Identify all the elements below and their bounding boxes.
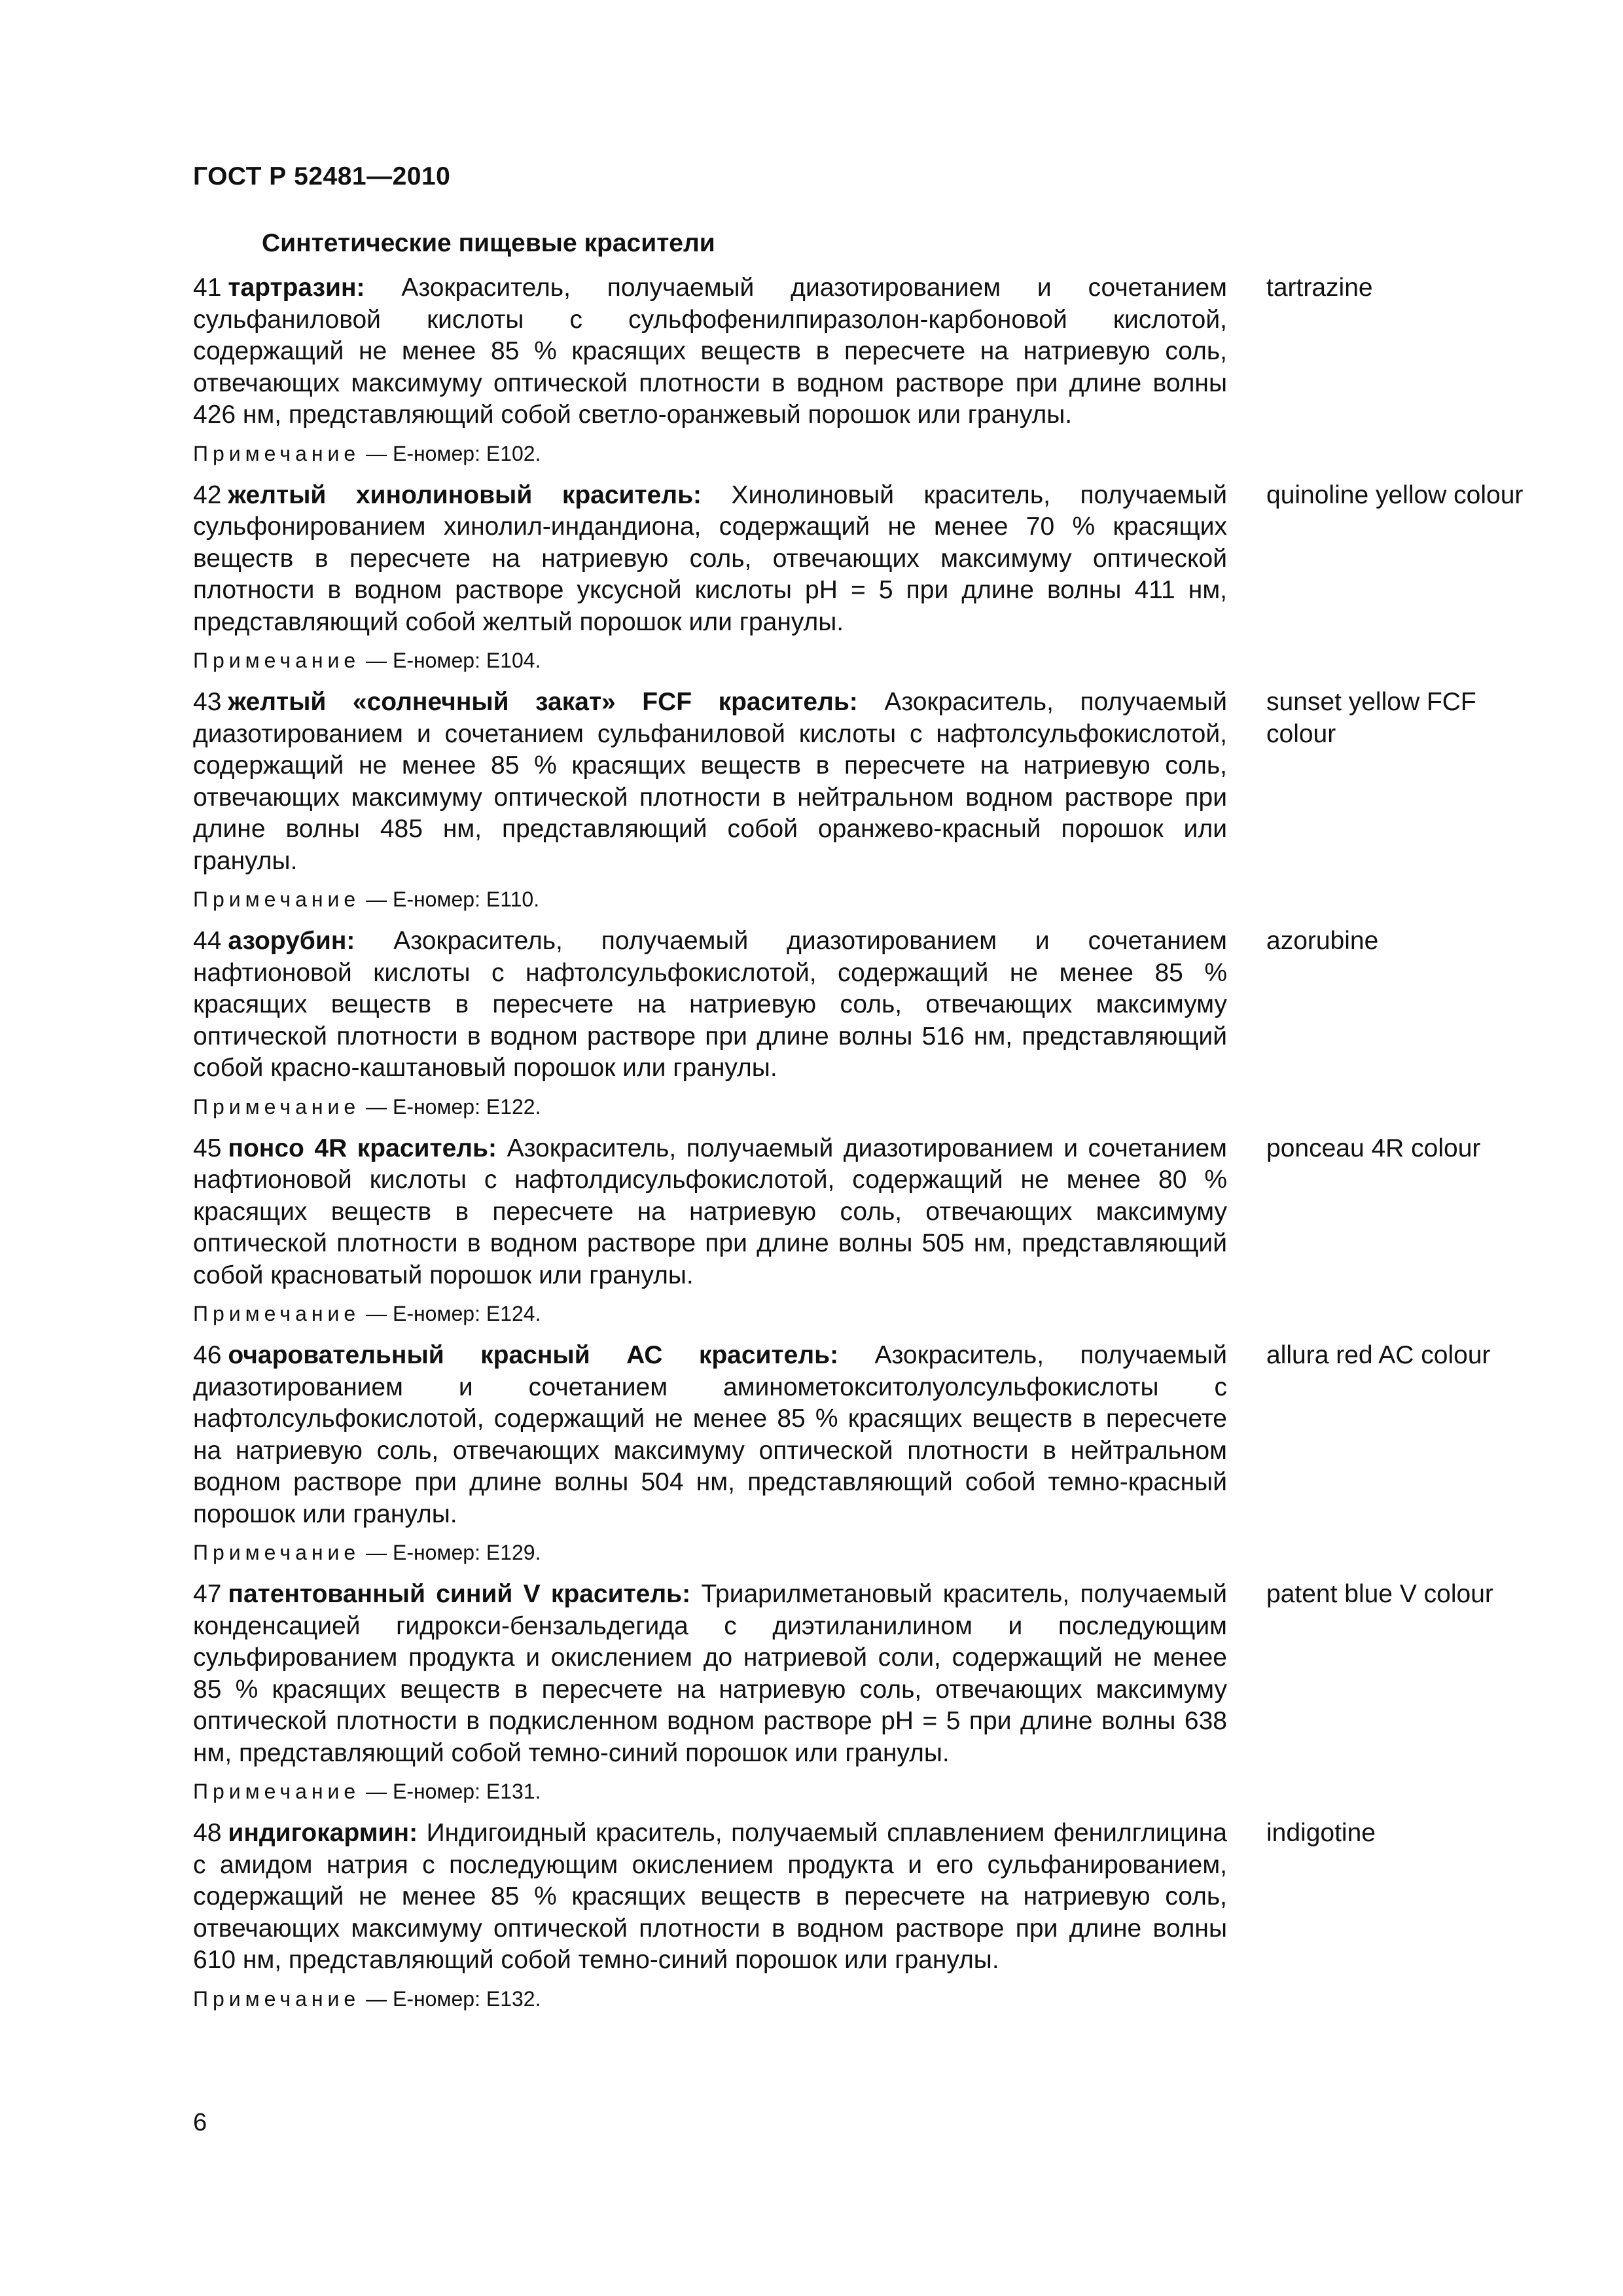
page-number: 6 (193, 2109, 207, 2136)
english-equivalent: tartrazine (1266, 274, 1373, 302)
note (193, 1986, 1528, 2012)
note-text: Е-номер: Е104. (393, 649, 541, 672)
note-label: Примечание (193, 1780, 361, 1803)
term-entry (193, 272, 1528, 467)
term-definition (193, 1579, 1227, 1769)
note-label: Примечание (193, 1302, 361, 1325)
term-number: 41 (193, 274, 222, 302)
term-entry (193, 1133, 1528, 1327)
note (193, 1094, 1528, 1120)
note-separator: — (360, 888, 393, 911)
note-label: Примечание (193, 888, 361, 911)
term-number: 44 (193, 927, 222, 955)
term-definition (193, 1340, 1227, 1530)
term-name: патентованный синий V краситель: (228, 1580, 691, 1608)
note (193, 647, 1528, 673)
note-separator: — (360, 441, 393, 465)
term-entry (193, 925, 1528, 1120)
term-number: 42 (193, 480, 222, 509)
note-label: Примечание (193, 441, 361, 465)
term-entry (193, 1579, 1528, 1804)
note-separator: — (360, 1986, 393, 2011)
note-label: Примечание (193, 1541, 361, 1564)
english-equivalent: patent blue V colour (1266, 1580, 1493, 1608)
english-equivalent: allura red AC colour (1266, 1341, 1491, 1369)
term-name: тартразин: (228, 274, 365, 302)
term-number: 47 (193, 1580, 222, 1608)
note-label: Примечание (193, 1986, 361, 2011)
term-entry (193, 1340, 1528, 1566)
definition-text: Азокраситель, получаемый диазотированием и сочетанием нафтионовой кислоты с нафтолдисульфокислотой, содержащий не менее 80 % красящих веществ в пересчете на натриевую соль, отвечающих максимуму оптической плотности в водном растворе при длине волны 505 нм, представляющий собой красноватый порошок или гранулы. (193, 1134, 1227, 1289)
section-title: Синтетические пищевые красители (262, 229, 715, 257)
term-name: желтый хинолиновый краситель: (228, 480, 702, 509)
note (193, 1300, 1528, 1327)
term-definition (193, 480, 1227, 639)
term-number: 46 (193, 1341, 222, 1369)
english-equivalent: ponceau 4R colour (1266, 1134, 1481, 1162)
definition-text: Триарилметановый краситель, получаемый конденсацией гидрокси-бензальдегида с диэтиланилином и последующим сульфированием продукта и окислением до натриевой соли, содержащий не менее 85 % красящих веществ в пересчете на натриевую соль, отвечающих максимуму оптической плотности в подкисленном водном растворе pH = 5 при длине волны 638 нм, представляющий собой темно-синий порошок или гранулы. (193, 1580, 1227, 1767)
english-equivalent: indigotine (1266, 1819, 1376, 1847)
note (193, 440, 1528, 467)
term-entry (193, 1818, 1528, 2012)
term-definition (193, 687, 1227, 877)
note-text: Е-номер: Е131. (393, 1780, 541, 1803)
note-separator: — (360, 1780, 393, 1803)
note-separator: — (360, 1302, 393, 1325)
definition-text: Азокраситель, получаемый диазотированием и сочетанием сульфаниловой кислоты с нафтолсульфокислотой, содержащий не менее 85 % красящих веществ в пересчете на натриевую соль, отвечающих максимуму оптической плотности в нейтральном водном растворе при длине волны 485 нм, представляющий собой оранжево-красный порошок или гранулы. (193, 688, 1228, 875)
note (193, 1539, 1528, 1566)
term-entries (193, 272, 1528, 2025)
note-separator: — (360, 649, 393, 672)
definition-text: Азокраситель, получаемый диазотированием и сочетанием нафтионовой кислоты с нафтолсульфокислотой, содержащий не менее 85 % красящих веществ в пересчете на натриевую соль, отвечающих максимуму оптической плотности в водном растворе при длине волны 516 нм, представляющий собой красно-каштановый порошок или гранулы. (193, 927, 1227, 1082)
term-number: 48 (193, 1819, 222, 1847)
english-equivalent: azorubine (1266, 927, 1379, 955)
definition-text: Индигоидный краситель, получаемый сплавлением фенилглицина с амидом натрия с последующим окислением продукта и его сульфанированием, содержащий не менее 85 % красящих веществ в пересчете на натриевую соль, отвечающих максимуму оптической плотности в водном растворе при длине волны 610 нм, представляющий собой темно-синий порошок или гранулы. (193, 1819, 1227, 1974)
note-text: Е-номер: Е110. (393, 888, 540, 911)
english-equivalent: sunset yellow FCF colour (1266, 688, 1476, 748)
note-text: Е-номер: Е124. (393, 1302, 541, 1325)
definition-text: Азокраситель, получаемый диазотированием и сочетанием сульфаниловой кислоты с сульфофенилпиразолон-карбоновой кислотой, содержащий не менее 85 % красящих веществ в пересчете на натриевую соль, отвечающих максимуму оптической плотности в водном растворе при длине волны 426 нм, представляющий собой светло-оранжевый порошок или гранулы. (193, 274, 1227, 429)
note-label: Примечание (193, 1094, 361, 1119)
definition-text: Азокраситель, получаемый диазотированием и сочетанием аминометокситолуолсульфокислоты с нафтолсульфокислотой, содержащий не менее 85 % красящих веществ в пересчете на натриевую соль, отвечающих максимуму оптической плотности в нейтральном водном растворе при длине волны 504 нм, представляющий собой темно-красный порошок или гранулы. (193, 1341, 1227, 1528)
term-name: индигокармин: (228, 1819, 418, 1847)
definition-text: Хинолиновый краситель, получаемый сульфонированием хинолил-индандиона, содержащий не менее 70 % красящих веществ в пересчете на натриевую соль, отвечающих максимуму оптической плотности в водном растворе уксусной кислоты pH = 5 при длине волны 411 нм, представляющий собой желтый порошок или гранулы. (193, 480, 1227, 636)
note-text: Е-номер: Е129. (393, 1541, 541, 1564)
note-text: Е-номер: Е102. (393, 441, 541, 465)
term-name: азорубин: (228, 927, 355, 955)
english-equivalent: quinoline yellow colour (1266, 480, 1524, 509)
note-separator: — (360, 1094, 393, 1119)
term-definition (193, 925, 1227, 1085)
term-definition (193, 1133, 1227, 1292)
term-entry (193, 687, 1528, 912)
term-entry (193, 480, 1528, 674)
term-number: 43 (193, 688, 222, 716)
term-name: желтый «солнечный закат» FCF краситель: (228, 688, 858, 716)
note (193, 886, 1528, 912)
term-name: понсо 4R краситель: (228, 1134, 497, 1162)
term-definition (193, 272, 1227, 431)
note-separator: — (360, 1541, 393, 1564)
term-number: 45 (193, 1134, 222, 1162)
page-header: ГОСТ Р 52481—2010 (193, 162, 451, 190)
note-text: Е-номер: Е132. (393, 1986, 541, 2011)
term-definition (193, 1818, 1227, 1977)
note-text: Е-номер: Е122. (393, 1094, 541, 1119)
note (193, 1778, 1528, 1804)
term-name: очаровательный красный АС краситель: (228, 1341, 839, 1369)
note-label: Примечание (193, 649, 361, 672)
